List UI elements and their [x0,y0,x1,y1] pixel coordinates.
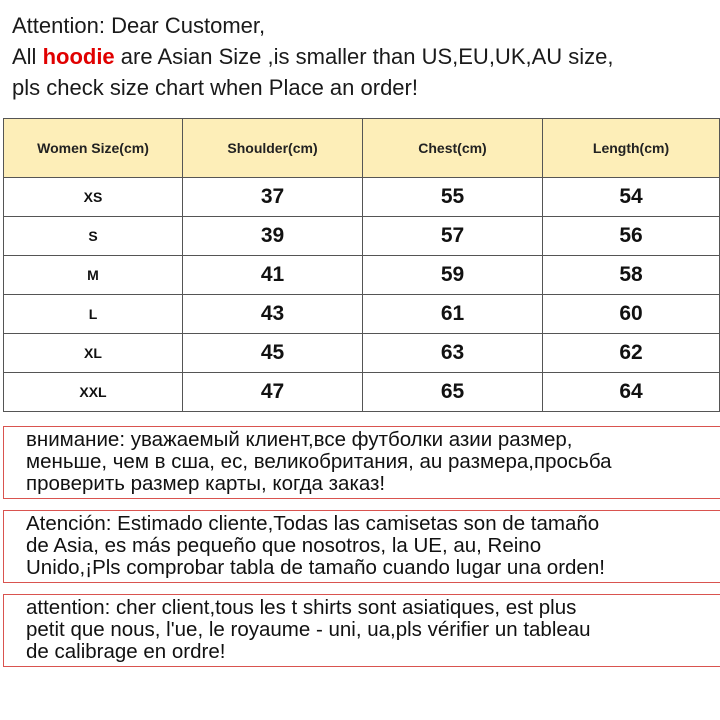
table-header-row [4,119,720,178]
shoulder-cell: 45 [183,334,363,373]
table-row [4,256,720,295]
attention-header [12,10,712,103]
french-notice [3,594,720,667]
header-line-2-prefix: All [12,44,43,69]
length-cell: 62 [543,334,720,373]
table-row [4,178,720,217]
shoulder-cell: 39 [183,217,363,256]
size-cell: XS [4,178,183,217]
length-cell: 64 [543,373,720,412]
notice-line: Atención: Estimado cliente,Todas las camisetas son de tamaño [26,512,600,535]
product-highlight: hoodie [42,44,115,69]
chest-cell: 55 [363,178,543,217]
shoulder-cell: 37 [183,178,363,217]
header-women-size: Women Size(cm) [4,119,183,178]
chest-cell: 61 [363,295,543,334]
table-row [4,217,720,256]
chest-cell: 63 [363,334,543,373]
length-cell: 60 [543,295,720,334]
header-shoulder: Shoulder(cm) [183,119,363,178]
shoulder-cell: 43 [183,295,363,334]
chest-cell: 59 [363,256,543,295]
header-line-2 [12,41,712,72]
size-chart-table [3,118,720,412]
size-cell: XL [4,334,183,373]
table-row [4,295,720,334]
length-cell: 58 [543,256,720,295]
header-chest: Chest(cm) [363,119,543,178]
notice-line: de calibrage en ordre! [26,640,226,663]
size-cell: M [4,256,183,295]
notice-line: проверить размер карты, когда заказ! [26,472,386,495]
table-row [4,373,720,412]
chest-cell: 65 [363,373,543,412]
notice-line: внимание: уважаемый клиент,все футболки азии размер, [26,428,573,451]
russian-notice [3,426,720,499]
notice-line: de Asia, es más pequeño que nosotros, la UE, au, Reino [26,534,542,557]
shoulder-cell: 41 [183,256,363,295]
notice-line: меньше, чем в сша, ес, великобритания, au размера,просьба [26,450,612,473]
table-row [4,334,720,373]
header-line-2-suffix: are Asian Size ,is smaller than US,EU,UK,AU size, [114,44,614,69]
size-cell: XXL [4,373,183,412]
size-cell: S [4,217,183,256]
chest-cell: 57 [363,217,543,256]
length-cell: 56 [543,217,720,256]
notice-line: attention: cher client,tous les t shirts sont asiatiques, est plus [26,596,577,619]
header-line-3: pls check size chart when Place an order! [12,75,418,100]
shoulder-cell: 47 [183,373,363,412]
spanish-notice [3,510,720,583]
notice-line: petit que nous, l'ue, le royaume - uni, ua,pls vérifier un tableau [26,618,591,641]
header-line-1: Attention: Dear Customer, [12,13,266,38]
size-cell: L [4,295,183,334]
header-length: Length(cm) [543,119,720,178]
length-cell: 54 [543,178,720,217]
notice-line: Unido,¡Pls comprobar tabla de tamaño cuando lugar una orden! [26,556,605,579]
